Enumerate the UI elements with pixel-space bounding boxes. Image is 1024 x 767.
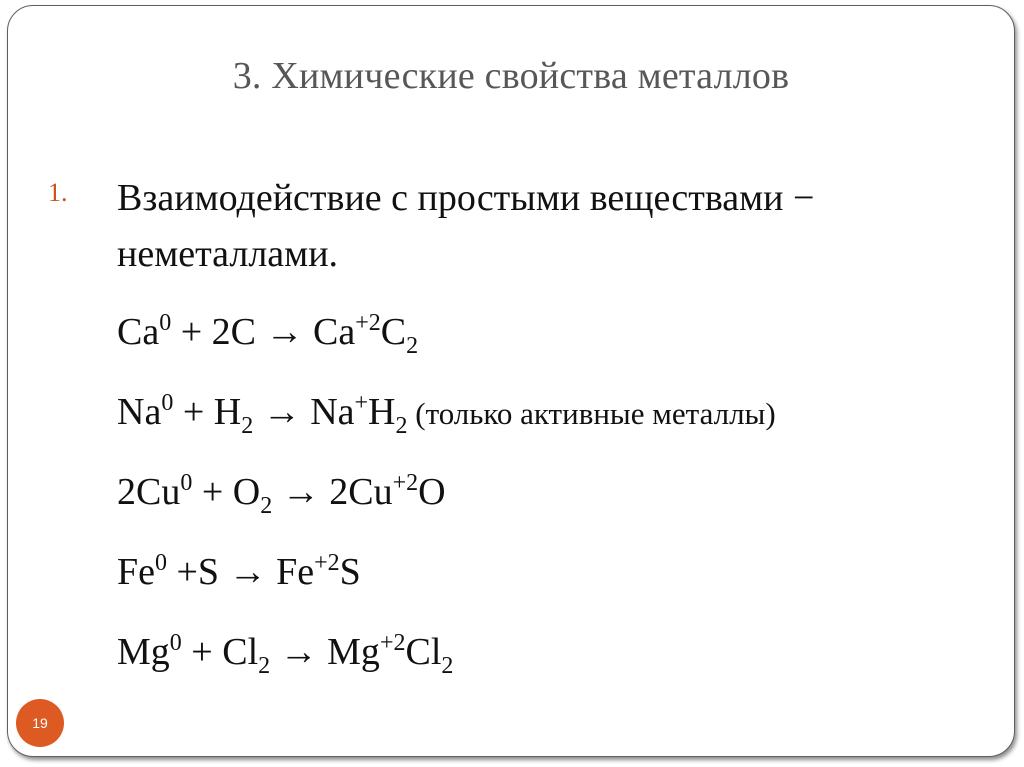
equation-text: +S → Fe bbox=[167, 551, 315, 593]
subscript: 2 bbox=[258, 653, 271, 679]
equation-note: (только активные металлы) bbox=[407, 396, 776, 431]
oxidation-state: 0 bbox=[161, 390, 174, 416]
equation-text: O bbox=[418, 471, 446, 513]
equation-text: Ca bbox=[117, 311, 160, 353]
equations-list bbox=[117, 306, 776, 706]
equation-text: → Na bbox=[253, 391, 355, 433]
subscript: 2 bbox=[241, 413, 254, 439]
equation-text: + H bbox=[173, 391, 242, 433]
equation-line bbox=[117, 626, 776, 706]
subscript: 2 bbox=[406, 333, 419, 359]
equation-text: → Mg bbox=[270, 631, 380, 673]
page-number-badge: 19 bbox=[16, 699, 64, 747]
equation-line bbox=[117, 306, 776, 386]
equation-text: H bbox=[368, 391, 396, 433]
oxidation-state: +2 bbox=[314, 550, 340, 576]
subscript: 2 bbox=[395, 413, 408, 439]
slide-frame bbox=[7, 5, 1015, 757]
equation-text: C bbox=[380, 311, 407, 353]
equation-text: Cl bbox=[405, 631, 442, 673]
oxidation-state: +2 bbox=[379, 630, 406, 656]
equation-text: Mg bbox=[117, 631, 170, 673]
equation-text: + 2C → Ca bbox=[171, 311, 356, 353]
equation-line bbox=[117, 386, 776, 466]
equation-text: + O bbox=[192, 471, 261, 513]
list-item-text: Взаимодействие с простыми веществами − неметаллами. bbox=[117, 177, 815, 275]
equation-text: 2Cu bbox=[117, 471, 181, 513]
oxidation-state: 0 bbox=[169, 630, 182, 656]
oxidation-state: 0 bbox=[159, 310, 172, 336]
oxidation-state: 0 bbox=[180, 470, 193, 496]
equation-text: Na bbox=[117, 391, 162, 433]
equation-text: + Cl bbox=[181, 631, 259, 673]
oxidation-state: 0 bbox=[155, 550, 167, 576]
oxidation-state: +2 bbox=[392, 470, 419, 496]
equation-line bbox=[117, 546, 776, 626]
subscript: 2 bbox=[260, 493, 273, 519]
equation-text: Fe bbox=[117, 551, 155, 593]
slide-title: 3. Химические свойства металлов bbox=[232, 55, 790, 97]
subscript: 2 bbox=[441, 653, 454, 679]
oxidation-state: +2 bbox=[355, 310, 381, 336]
oxidation-state: + bbox=[354, 390, 369, 416]
list-number: 1. bbox=[48, 178, 68, 207]
equation-text: → 2Cu bbox=[272, 471, 393, 513]
equation-text: S bbox=[339, 551, 361, 593]
equation-line bbox=[117, 466, 776, 546]
